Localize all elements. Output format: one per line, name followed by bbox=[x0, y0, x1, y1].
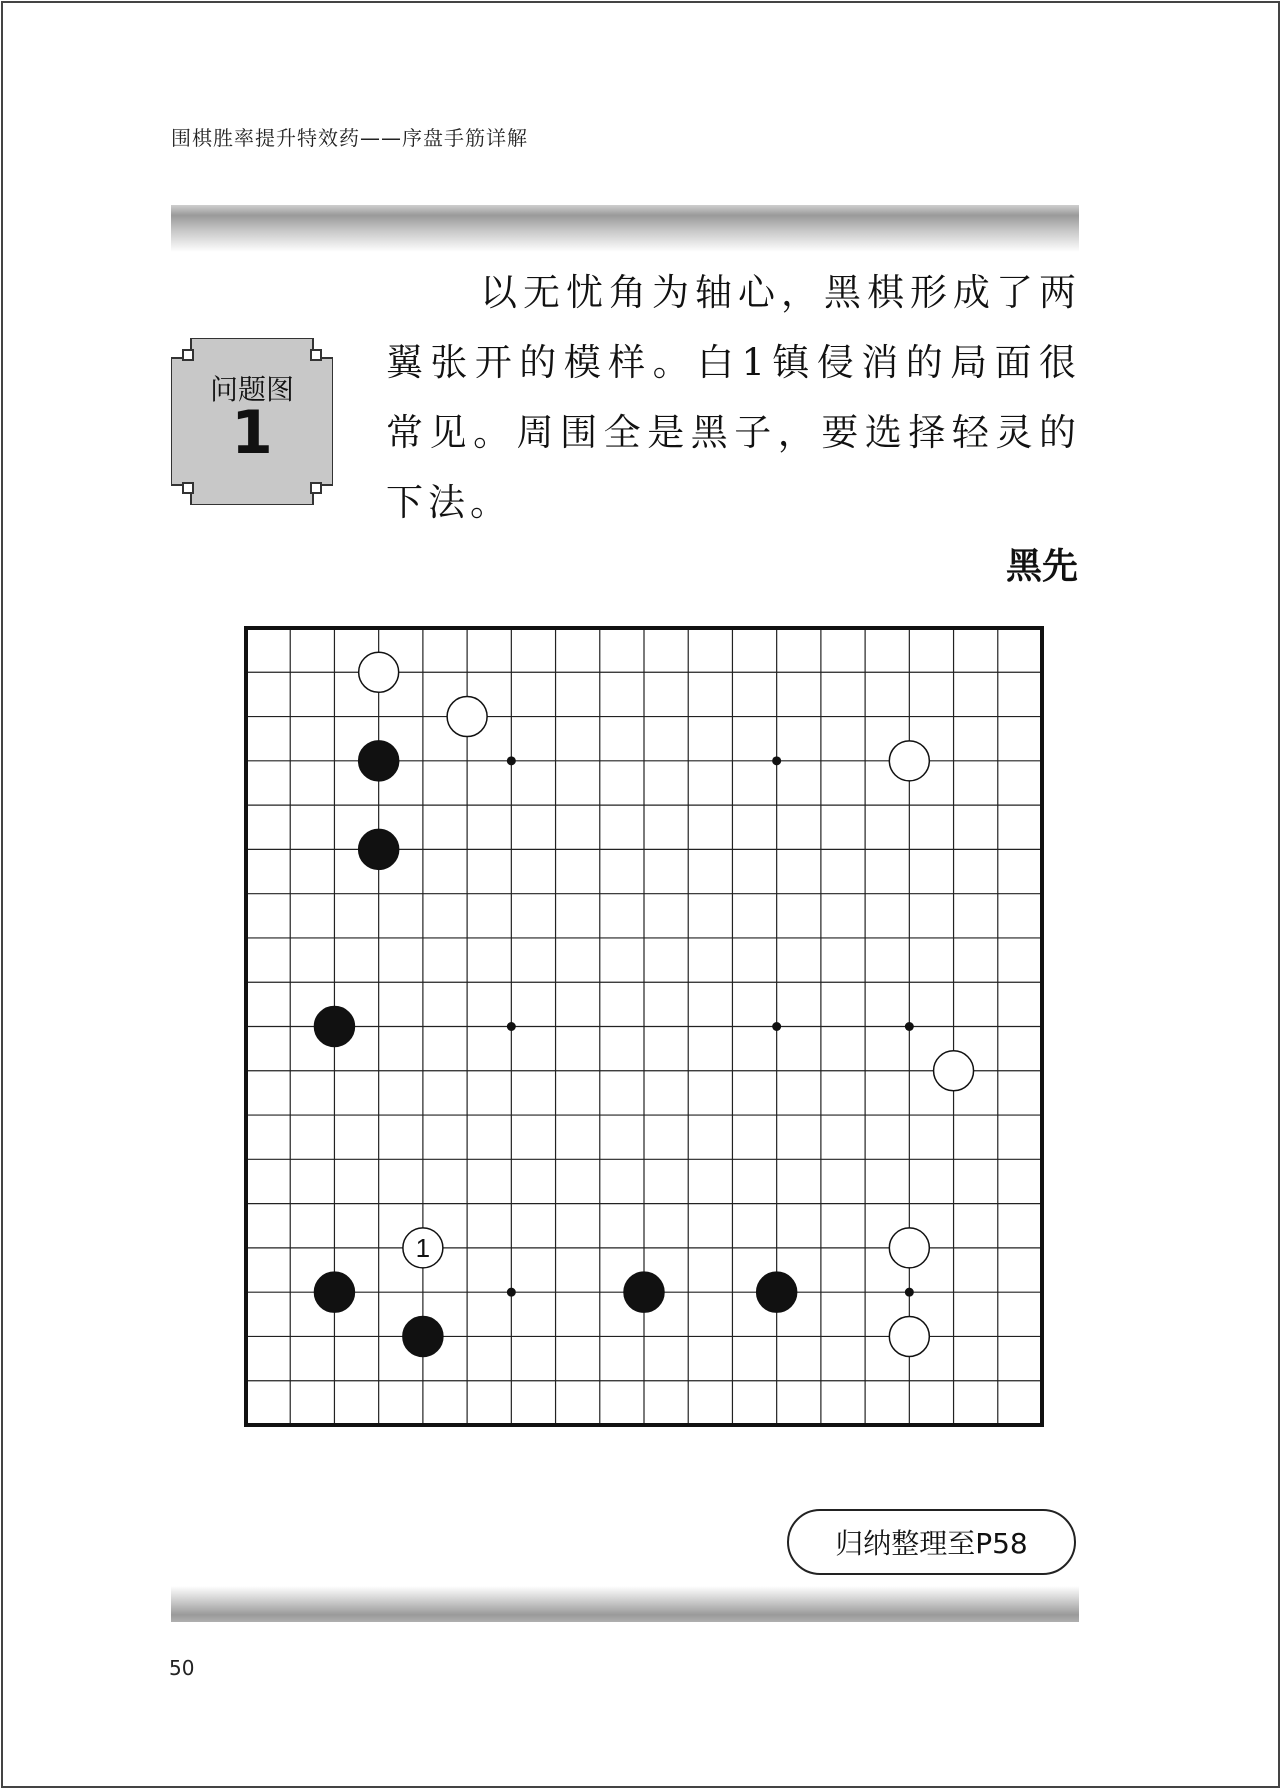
summary-link-button[interactable]: 归纳整理至P58 bbox=[787, 1509, 1076, 1575]
star-point bbox=[507, 756, 516, 765]
white-stone bbox=[447, 697, 487, 737]
problem-description: 以无忧角为轴心，黑棋形成了两翼张开的模样。白1镇侵消的局面很常见。周围全是黑子，要选择轻灵的下法。 bbox=[386, 271, 1081, 524]
star-point bbox=[772, 756, 781, 765]
black-stone bbox=[624, 1272, 664, 1312]
go-board-diagram bbox=[244, 626, 1044, 1427]
white-stone bbox=[889, 741, 929, 781]
star-point bbox=[507, 1288, 516, 1297]
problem-badge bbox=[171, 338, 333, 505]
bottom-decorative-band bbox=[171, 1586, 1079, 1622]
to-move-label: 黑先 bbox=[1005, 546, 1078, 587]
black-stone bbox=[314, 1007, 354, 1047]
white-stone bbox=[359, 652, 399, 692]
white-stone bbox=[889, 1228, 929, 1268]
page-number: 50 bbox=[169, 1656, 195, 1680]
black-stone bbox=[757, 1272, 797, 1312]
white-stone bbox=[889, 1316, 929, 1356]
black-stone bbox=[403, 1316, 443, 1356]
badge-label: 问题图 bbox=[209, 373, 294, 406]
stone-move-number: 1 bbox=[415, 1232, 431, 1263]
star-point bbox=[905, 1022, 914, 1031]
top-decorative-band bbox=[171, 205, 1079, 252]
star-point bbox=[905, 1288, 914, 1297]
star-point bbox=[772, 1022, 781, 1031]
badge-number: 1 bbox=[231, 398, 273, 468]
black-stone bbox=[359, 741, 399, 781]
black-stone bbox=[314, 1272, 354, 1312]
white-stone bbox=[934, 1051, 974, 1091]
running-header: 围棋胜率提升特效药——序盘手筋详解 bbox=[171, 126, 528, 150]
star-point bbox=[507, 1022, 516, 1031]
black-stone bbox=[359, 829, 399, 869]
